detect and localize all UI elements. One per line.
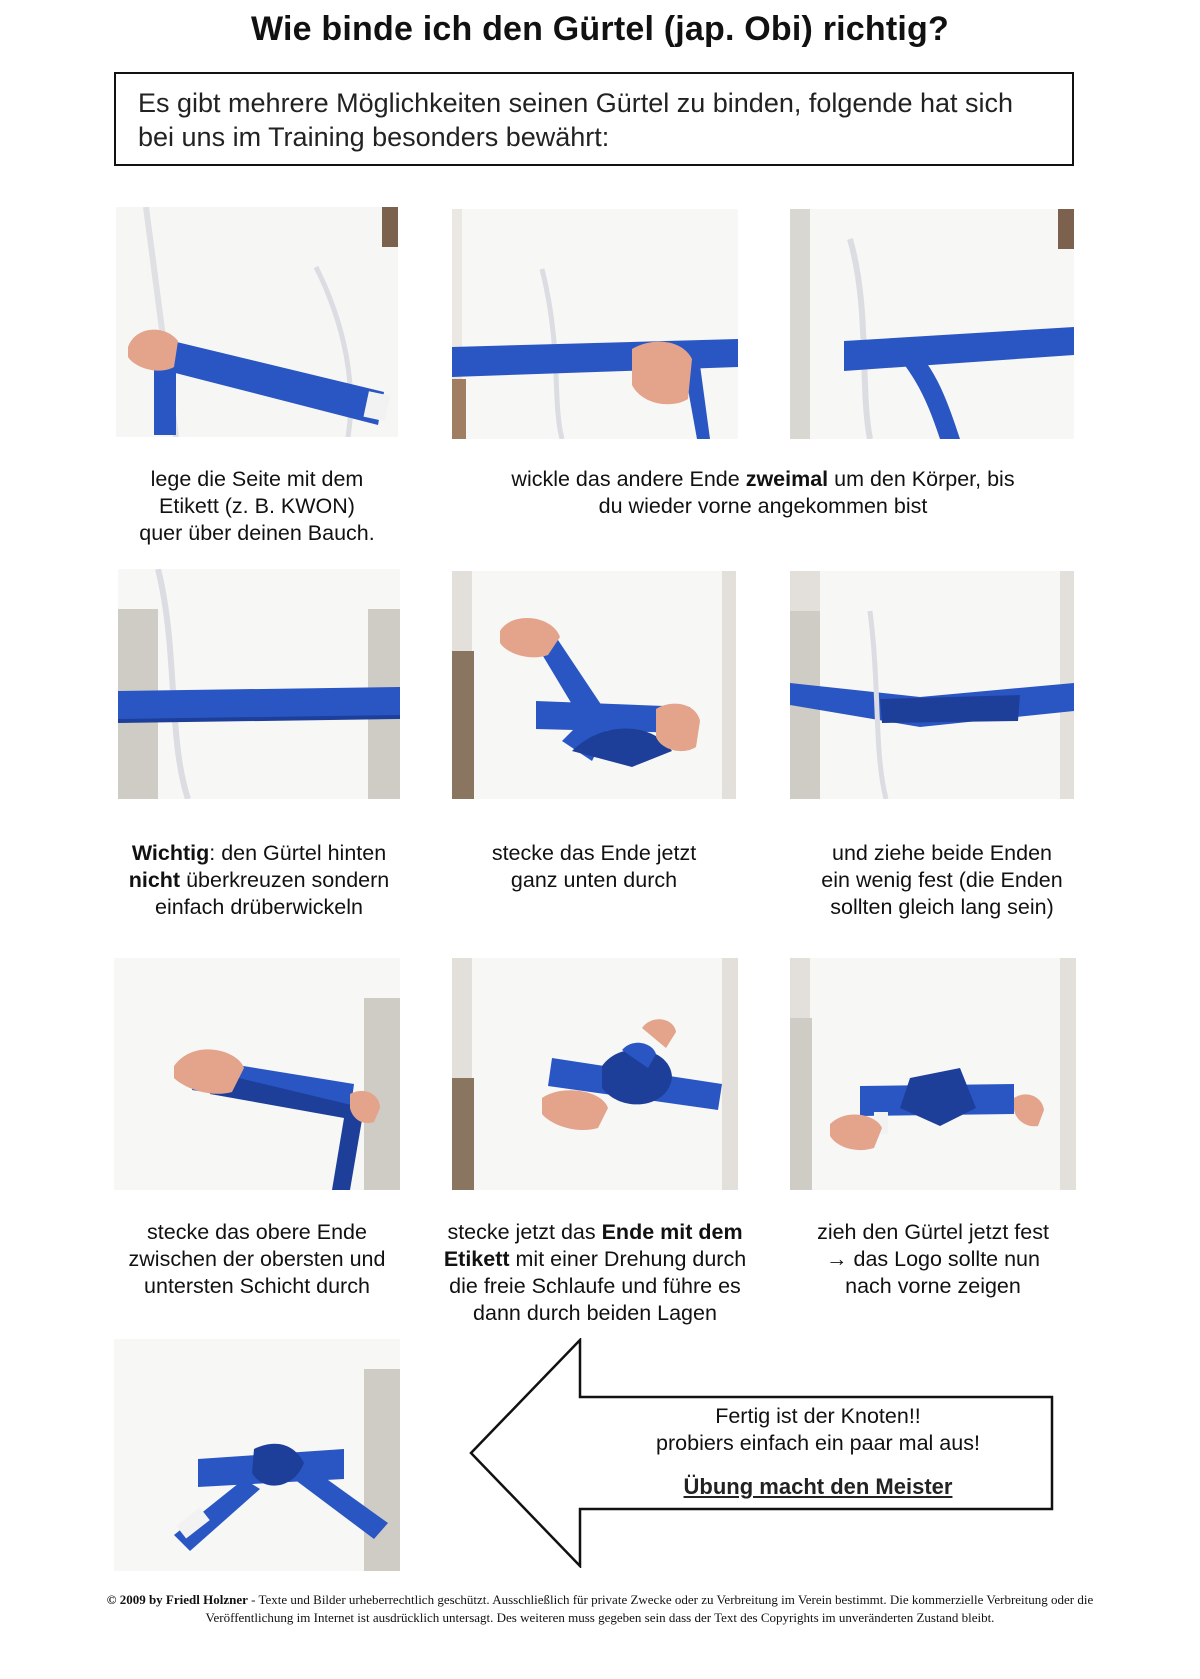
caption-text: um den Körper, bis: [828, 467, 1015, 491]
caption-line: Etikett (z. B. KWON): [159, 494, 355, 518]
caption-line: zieh den Gürtel jetzt fest: [817, 1220, 1049, 1244]
copyright-holder: © 2009 by Friedl Holzner: [106, 1592, 248, 1607]
caption-line: untersten Schicht durch: [144, 1274, 370, 1298]
caption-text: mit einer Drehung durch: [509, 1247, 747, 1271]
final-line: probiers einfach ein paar mal aus!: [656, 1431, 980, 1455]
caption-emphasis: nicht: [128, 868, 181, 892]
caption-text: überkreuzen sondern: [180, 868, 390, 892]
caption-line: stecke das Ende jetzt: [491, 841, 697, 865]
caption-step-5: [452, 840, 736, 894]
intro-box: [114, 72, 1074, 166]
photo-step-6: [790, 571, 1074, 799]
final-motto: Übung macht den Meister: [683, 1474, 953, 1499]
photo-step-9: [790, 958, 1076, 1190]
photo-step-8: [452, 958, 738, 1190]
caption-line: nach vorne zeigen: [845, 1274, 1021, 1298]
caption-step-9: [790, 1219, 1076, 1300]
photo-step-3: [790, 209, 1074, 439]
caption-line: stecke das obere Ende: [147, 1220, 367, 1244]
page-title: Wie binde ich den Gürtel (jap. Obi) richtig?: [251, 10, 949, 48]
caption-step-8: [430, 1219, 760, 1327]
photo-step-4: [118, 569, 400, 799]
photo-step-2: [452, 209, 738, 439]
caption-line: [452, 466, 1074, 493]
photo-step-5: [452, 571, 736, 799]
caption-text: : den Gürtel hinten: [209, 841, 387, 865]
caption-emphasis: Ende mit dem: [601, 1220, 743, 1244]
caption-step-4: [118, 840, 400, 921]
photo-step-10: [114, 1339, 400, 1571]
copyright-text: - Texte und Bilder urheberrechtlich geschützt. Ausschließlich für private Zwecke oder zu Verbreitung im Verein bestimmt. Die kommerzielle Verbreitung oder die: [247, 1592, 1094, 1607]
caption-line: dann durch beiden Lagen: [473, 1301, 717, 1325]
final-line: Fertig ist der Knoten!!: [715, 1404, 921, 1428]
caption-line: du wieder vorne angekommen bist: [598, 494, 928, 518]
caption-line: zwischen der obersten und: [128, 1247, 386, 1271]
final-message: [584, 1396, 1052, 1512]
caption-step-6: [800, 840, 1084, 921]
copyright-notice: [0, 1592, 1200, 1608]
caption-line: die freie Schlaufe und führe es: [449, 1274, 741, 1298]
caption-emphasis: Wichtig: [131, 841, 210, 865]
caption-line: [118, 840, 400, 867]
caption-line: [430, 1246, 760, 1273]
caption-emphasis: zweimal: [745, 467, 829, 491]
caption-step-2: [452, 466, 1074, 520]
caption-step-1: [116, 466, 398, 547]
caption-line: [430, 1219, 760, 1246]
caption-line: einfach drüberwickeln: [155, 895, 363, 919]
caption-line: [118, 867, 400, 894]
copyright-notice-line2: Veröffentlichung im Internet ist ausdrücklich untersagt. Des weiteren muss gegeben sein dass der Text des Copyrights im unveränderten Zustand bleibt.: [205, 1610, 995, 1625]
caption-line: sollten gleich lang sein): [830, 895, 1054, 919]
caption-line: ganz unten durch: [510, 868, 678, 892]
caption-line: und ziehe beide Enden: [832, 841, 1052, 865]
caption-emphasis: Etikett: [443, 1247, 510, 1271]
caption-text: stecke jetzt das: [447, 1220, 602, 1244]
caption-text: wickle das andere Ende: [511, 467, 746, 491]
caption-line: quer über deinen Bauch.: [139, 521, 375, 545]
photo-step-7: [114, 958, 400, 1190]
caption-line: lege die Seite mit dem: [150, 467, 364, 491]
intro-text: Es gibt mehrere Möglichkeiten seinen Gürtel zu binden, folgende hat sich bei uns im Training besonders bewährt:: [138, 88, 1014, 152]
arrow-right-icon: →: [826, 1247, 848, 1271]
caption-line: [790, 1246, 1076, 1273]
photo-step-1: [116, 207, 398, 437]
caption-text: das Logo sollte nun: [847, 1247, 1040, 1271]
caption-step-7: [114, 1219, 400, 1300]
caption-line: ein wenig fest (die Enden: [821, 868, 1063, 892]
